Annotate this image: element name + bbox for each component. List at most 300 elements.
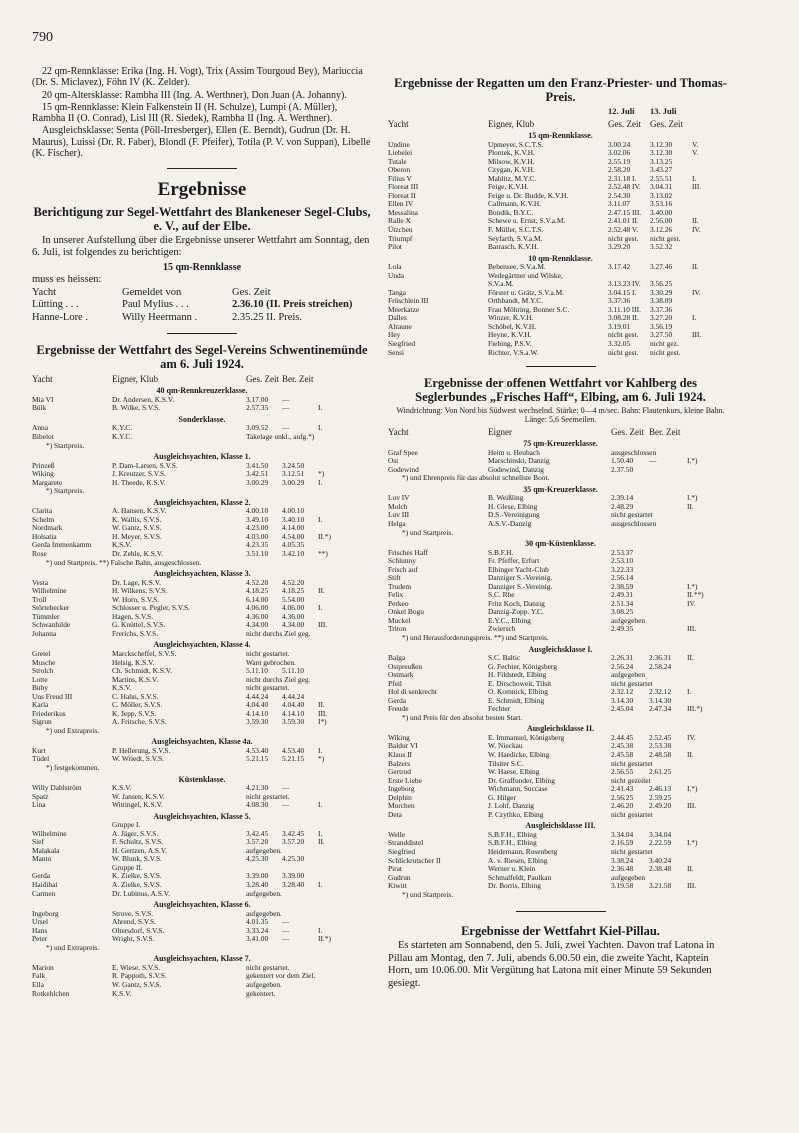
table-row <box>32 667 372 676</box>
table-cell <box>318 821 372 830</box>
table-row <box>388 340 733 349</box>
table-cell: 2.52.45 <box>649 732 672 742</box>
class-title: Ausgleichsyachten, Klasse 2. <box>153 497 251 507</box>
table-cell: 3.00.29 <box>282 477 305 487</box>
table-cell: Ursel <box>32 917 49 927</box>
table-cell <box>282 890 318 899</box>
table-cell: 4.04.40 <box>282 700 305 710</box>
class-title: 30 qm-Küstenklasse. <box>525 539 596 549</box>
table-cell: nicht gestartet. <box>246 683 290 693</box>
table-cell: Marckscheffel, S.V.S. <box>112 648 177 658</box>
table-row <box>388 449 733 458</box>
table-cell: 2.53.37 <box>611 547 634 557</box>
table-cell: Bondik, B.Y.C. <box>488 207 534 217</box>
table-cell: Siegfried <box>388 847 416 856</box>
table-row <box>388 671 733 680</box>
header-cell: Yacht <box>388 427 409 438</box>
table-cell: E. Schmidt, Elbing <box>488 695 545 705</box>
table-cell: Fr. Pfeffer, Erfurt <box>488 556 540 566</box>
table-cell: 2.61.25 <box>649 767 672 777</box>
table-cell: 2.47.34 <box>649 704 672 714</box>
table-cell: Elbinger Yacht-Club <box>488 564 549 574</box>
table-cell: Orthbandt, M.Y.C. <box>488 296 544 306</box>
table-cell: 3.00.29 <box>246 477 269 487</box>
table-header <box>32 374 372 384</box>
table-cell <box>649 671 687 680</box>
cell: 2.35.25 II. Preis. <box>232 311 302 323</box>
class-title: 10 qm-Rennklasse. <box>528 253 593 263</box>
table-header <box>388 427 733 437</box>
table-row <box>32 981 372 990</box>
table-cell: III. <box>692 182 702 192</box>
table-cell: F. Schultz, S.V.S. <box>112 837 164 847</box>
table-cell: 2.53.10 <box>611 556 634 566</box>
table-row <box>388 608 733 617</box>
table-cell: 3.11.07 <box>608 199 630 209</box>
table-cell <box>318 855 372 864</box>
table-cell: Balzers <box>388 758 411 768</box>
table-row <box>388 831 733 840</box>
footnote: *) und Startpreis. **) Falsche Bahn, ausgeschlossen. <box>46 557 202 567</box>
table-cell: 2.32.12 <box>649 687 672 697</box>
table-cell: Schöbel, K.V.H. <box>488 321 537 331</box>
col-gemeldet: Gemeldet von <box>122 286 182 298</box>
table-cell: Pirat <box>388 864 402 874</box>
table-cell: 4.18.25 <box>246 586 269 596</box>
table-cell: Nordmark <box>32 523 63 533</box>
table-cell: 1.50.40 <box>611 456 634 466</box>
table-cell <box>318 793 372 802</box>
table-cell: 3.13.25 <box>650 156 673 166</box>
table-cell: Wiking <box>32 469 54 479</box>
table-cell: Erste Liebe <box>388 775 422 785</box>
footnote: *) und Preis für den absolut besten Start. <box>402 712 523 722</box>
table-cell: 3.28.40 <box>246 880 269 890</box>
table-cell: Ellen IV <box>388 199 414 209</box>
cell: Lütting . . . <box>32 299 79 311</box>
table-cell <box>692 235 733 244</box>
table-cell <box>649 600 687 609</box>
table-cell: 4.14.10 <box>246 708 269 718</box>
table-cell: S.B.F.H., Elbing <box>488 829 537 839</box>
table-cell: 2.32.12 <box>611 687 634 697</box>
table-cell: 3.22.33 <box>611 564 634 574</box>
table-cell: K. Wallis, S.V.S. <box>112 514 162 524</box>
table-cell: I. <box>318 745 323 755</box>
table-cell <box>649 608 687 617</box>
table-cell: 2.44.45 <box>611 732 634 742</box>
table-cell: J. Kreutzer, S.V.S. <box>112 469 166 479</box>
table-cell: Bibelot <box>32 432 54 442</box>
class-title: Sonderklasse. <box>178 414 226 424</box>
table-cell: S.C. Baltic <box>488 653 521 663</box>
table-cell: Kiwitt <box>388 881 407 891</box>
table-cell: — <box>282 394 290 404</box>
table-cell: nicht gest. <box>650 347 681 357</box>
table-cell: 4.01.35 <box>246 917 269 927</box>
table-row <box>388 331 733 340</box>
table-cell: 3.30.29 <box>650 287 673 297</box>
table-cell <box>687 760 733 769</box>
footnote: *) und Ehrenpreis für das absolut schnellste Boot. <box>402 473 550 483</box>
table-cell <box>692 340 733 349</box>
table-cell: II.**) <box>687 590 704 600</box>
table-cell: Balga <box>388 653 406 663</box>
table-cell <box>318 910 372 919</box>
table-row <box>388 874 733 883</box>
table-cell: Dr. Lubinus, A.S.V. <box>112 888 170 898</box>
table-cell: 2.41.01 II. <box>608 216 639 226</box>
table-row <box>32 864 372 873</box>
table-cell <box>318 396 372 405</box>
table-cell: Tanga <box>388 287 406 297</box>
table-cell: Gretel <box>32 648 51 658</box>
class-title: 75 qm-Kreuzerklasse. <box>523 439 598 449</box>
table-cell: 3.19.01 <box>608 321 631 331</box>
table-row <box>388 697 733 706</box>
table-cell: 3.40.24 <box>649 855 672 865</box>
table-cell: Mahlitz, M.Y.C. <box>488 173 537 183</box>
table-cell: II. <box>692 262 699 272</box>
table-cell: Dalles <box>388 313 407 323</box>
table-cell: 2.57.35 <box>246 403 269 413</box>
table-cell <box>318 964 372 973</box>
divider <box>526 366 596 367</box>
table-cell: 3.19.58 <box>611 881 634 891</box>
table-cell: 2.36.48 <box>611 864 634 874</box>
table-cell: Gruppe I. <box>112 820 141 830</box>
table-cell: nicht gest. <box>608 330 639 340</box>
table-cell: 3.04.31 <box>650 182 673 192</box>
table-cell: Delphin <box>388 792 412 802</box>
table-cell <box>649 566 687 575</box>
table-cell: Peter <box>32 934 48 944</box>
table-cell: nicht gest. <box>608 233 639 243</box>
table-row <box>388 574 733 583</box>
table-cell: Störtebecker <box>32 603 70 613</box>
table-row <box>388 511 733 520</box>
class-title: Ausgleichsyachten, Klasse 4a. <box>151 737 253 747</box>
table-cell: P. Czythko, Elbing <box>488 809 544 819</box>
class-title: Ausgleichsklasse I. <box>528 644 593 654</box>
table-cell: 4.14.00 <box>282 523 305 533</box>
header-cell <box>687 427 733 437</box>
table-cell <box>692 166 733 175</box>
table-cell: nicht gestartet <box>611 510 653 520</box>
table-cell: Oltersdorf, S.V.S. <box>112 925 165 935</box>
table-row <box>388 794 733 803</box>
table-cell: 4.14.10 <box>282 708 305 718</box>
table-cell: nicht gestartet <box>611 809 653 819</box>
table-cell: 2.48.58 <box>649 750 672 760</box>
table-cell: H. Wilkens, S.V.S. <box>112 586 168 596</box>
header-cell: Ges. Zeit <box>650 119 683 129</box>
table-cell: I. <box>318 403 323 413</box>
table-cell: A. Hansen, K.S.V. <box>112 506 167 516</box>
table-cell: Tilsiter S.C. <box>488 758 524 768</box>
table-row <box>388 323 733 332</box>
table-cell: 2.26.31 <box>611 653 634 663</box>
footnote: *) und Startpreis. <box>402 889 454 899</box>
table-cell: Danziger S.-Vereinig. <box>488 573 553 583</box>
table-cell: 2.54.30 <box>608 190 631 200</box>
table-cell: aufgegeben <box>611 872 646 882</box>
table-cell: Wichmann, Succase <box>488 784 548 794</box>
table-cell <box>318 872 372 881</box>
table-cell: gekentert. <box>246 988 276 998</box>
table-row <box>388 192 733 201</box>
table-cell: W. Nieckau <box>488 741 523 751</box>
table-cell: Troll <box>32 594 47 604</box>
table-cell: 3.43.27 <box>650 165 673 175</box>
table-row <box>388 272 733 281</box>
table-cell: Floreat II <box>388 190 416 200</box>
table-cell: 4.25.30 <box>282 854 305 864</box>
table-cell: II. <box>687 864 694 874</box>
table-cell: Förster u. Grätz, S.V.a.M. <box>488 287 565 297</box>
table-cell: nicht gestartet <box>611 678 653 688</box>
table-cell: 3.27.46 <box>650 262 673 272</box>
table-cell <box>649 583 687 592</box>
table-cell: Wittingel, K.S.V. <box>112 800 163 810</box>
table-cell: 5.11.10 <box>282 666 304 676</box>
table-cell: Perkeo <box>388 598 409 608</box>
table-cell: A.S.V.-Danzig <box>488 518 532 528</box>
date-13: 13. Juli <box>650 106 677 116</box>
table-row <box>32 855 372 864</box>
table-cell <box>318 918 372 927</box>
table-cell: Takelage unkl., aufg.*) <box>246 432 315 442</box>
col-zeit: Ges. Zeit <box>232 286 271 298</box>
table-cell: H. Meyer, S.V.S. <box>112 531 162 541</box>
footnote: *) und Extrapreis. <box>46 725 100 735</box>
table-cell: 3.52.32 <box>650 242 673 252</box>
table-cell: Baldur VI <box>388 741 418 751</box>
table-cell: O. Komnick, Elbing <box>488 687 548 697</box>
wind-info: Windrichtung: Von Nord bis Südwest wechselnd. Stärke: 0—4 m/sec. Bahn: Flautenkurs, kleine Bahn. Länge: 5,6 Seemeilen. <box>396 406 725 425</box>
intro-paragraph: 20 qm-Altersklasse: Rambha III (Ing. A. Werthner), Don Juan (A. Johanny). <box>42 89 347 101</box>
table-cell: Frerichs, S.V.S. <box>112 628 159 638</box>
table-cell: 4.04.40 <box>246 700 269 710</box>
table-cell: 5.54.00 <box>282 594 305 604</box>
table-cell: G. Fechter, Königsberg <box>488 661 557 671</box>
table-row <box>32 516 372 525</box>
divider <box>167 168 237 169</box>
table-cell <box>318 784 372 793</box>
table-header <box>388 119 733 129</box>
table-cell: Fritz Koch, Danzig <box>488 598 545 608</box>
table-cell: 3.17.42 <box>608 262 631 272</box>
table-cell: G. Knüttel, S.V.S. <box>112 620 166 630</box>
table-row <box>388 235 733 244</box>
table-cell: 3.56.25 <box>650 279 673 289</box>
table-cell: Kurt <box>32 745 46 755</box>
header-cell: Eigner, Klub <box>112 374 159 385</box>
table-cell: Musche <box>32 657 56 667</box>
corr-row <box>32 312 372 325</box>
corr-header <box>32 287 372 300</box>
table-cell: — <box>282 917 290 927</box>
table-cell: nicht durchs Ziel geg. <box>246 674 311 684</box>
table-cell <box>318 596 372 605</box>
table-row <box>388 243 733 252</box>
table-cell: P. Dam-Larsen, S.V.S. <box>112 460 178 470</box>
table-cell: nicht durchs Ziel geg. <box>246 628 311 638</box>
table-cell: Lola <box>388 262 402 272</box>
table-cell: 2.51.34 <box>611 598 634 608</box>
table-cell: III. <box>318 620 328 630</box>
right-mid-title: Ergebnisse der offenen Wettfahrt vor Kahlberg des Seglerbundes „Frisches Haff“, Elbing, am 6. Juli 1924. <box>415 376 706 405</box>
table-cell: Gerda <box>388 695 407 705</box>
table-cell: 2.38.59 <box>611 581 634 591</box>
cell: Paul Mylius . . . <box>122 299 189 311</box>
table-row <box>388 751 733 760</box>
table-cell: V. <box>692 148 699 158</box>
table-cell: 4.05.35 <box>282 540 305 550</box>
table-row <box>388 857 733 866</box>
table-cell: Bülk <box>32 403 47 413</box>
table-cell: 3.42.45 <box>246 828 269 838</box>
table-cell: II. <box>687 653 694 663</box>
table-cell: Spatz <box>32 791 49 801</box>
table-row <box>32 587 372 596</box>
table-cell: IV. <box>692 287 701 297</box>
table-cell <box>687 566 733 575</box>
table-cell: Ostpreußen <box>388 661 423 671</box>
table-cell: Rose <box>32 549 47 559</box>
table-cell: Heidemann, Rosenberg <box>488 847 558 856</box>
table-cell: nicht gest. <box>650 233 681 243</box>
table-cell: Willy Dahlström <box>32 783 82 793</box>
table-cell: — <box>282 403 290 413</box>
table-row <box>32 801 372 810</box>
table-cell: Wright, S.V.S. <box>112 934 155 944</box>
table-cell: Schwanhilde <box>32 620 71 630</box>
table-row <box>388 663 733 672</box>
table-cell: K. Jepp, S.V.S. <box>112 708 157 718</box>
table-cell: II. <box>687 501 694 511</box>
table-cell: Dr. Graffunder, Elbing <box>488 775 555 785</box>
table-cell: S.B.F.H. <box>488 547 514 557</box>
table-cell: Wilhelmine <box>32 828 67 838</box>
table-cell: Gruppe II. <box>112 862 143 872</box>
table-cell: Pfeil <box>388 678 402 688</box>
table-cell: I.*) <box>687 581 698 591</box>
table-cell <box>318 579 372 588</box>
table-cell <box>692 297 733 306</box>
table-cell: Luv IV <box>388 493 410 503</box>
table-cell: 3.27.20 <box>650 313 673 323</box>
table-cell: I. <box>318 800 323 810</box>
table-cell: Helsig, K.S.V. <box>112 657 155 667</box>
table-cell: Margarete <box>32 477 63 487</box>
table-cell: Alraune <box>388 321 412 331</box>
table-cell: J. Lohf, Danzig <box>488 801 534 811</box>
class-title: Ausgleichsyachten, Klasse 7. <box>153 954 251 964</box>
table-cell: 2.52.48 IV. <box>608 182 641 192</box>
table-cell <box>649 549 687 558</box>
table-cell: Schewe u. Ernst, S.V.a.M. <box>488 216 566 226</box>
table-cell: nicht gez. <box>650 339 679 349</box>
class-title: Ausgleichsyachten, Klasse 4. <box>153 640 251 650</box>
header-cell: Yacht <box>388 119 409 129</box>
table-cell: 4.36.00 <box>246 611 269 621</box>
table-cell <box>649 617 687 626</box>
table-cell: Graf Spee <box>388 447 418 457</box>
table-cell: 2.49.31 <box>611 590 634 600</box>
table-row <box>388 600 733 609</box>
table-cell: Fiebing, P.S.V. <box>488 339 532 349</box>
table-cell <box>318 847 372 856</box>
table-cell: 3.11.10 III. <box>608 304 641 314</box>
table-cell: Milsow, K.V.H. <box>488 156 535 166</box>
table-cell: Ch. Schmidt, K.S.V. <box>112 666 173 676</box>
table-cell: 2.58.24 <box>649 661 672 671</box>
table-cell: Hol di senkrecht <box>388 687 437 697</box>
table-cell <box>318 890 372 899</box>
table-cell: Prinzeß <box>32 460 55 470</box>
table-cell: Dr. Zehle, K.S.V. <box>112 549 163 559</box>
table-row <box>388 226 733 235</box>
kahlberg-results <box>388 427 733 899</box>
table-cell: 2.46.13 <box>649 784 672 794</box>
table-cell: Heyne, K.V.H. <box>488 330 532 340</box>
table-cell: Struve, S.V.S. <box>112 908 154 918</box>
table-row <box>388 289 733 298</box>
table-cell: nicht gest. <box>608 347 639 357</box>
table-cell <box>318 864 372 873</box>
table-cell: K.Y.C. <box>112 432 133 442</box>
table-cell: Stranddistel <box>388 838 424 848</box>
table-cell <box>687 671 733 680</box>
table-cell: B. Wilke, S.V.S. <box>112 403 161 413</box>
table-cell: 4.00.10 <box>282 506 305 516</box>
table-cell: 4.23.35 <box>246 540 269 550</box>
table-cell: Schmalfeldt, Paulkan <box>488 872 552 882</box>
table-cell: Sensi <box>388 347 405 357</box>
right-top-title: Ergebnisse der Regatten um den Franz-Priester- und Thomas-Preis. <box>394 76 727 104</box>
table-cell: A. Fritsche, S.V.S. <box>112 717 167 727</box>
table-cell: 3.17.00 <box>246 394 269 404</box>
table-cell: F. Müller, S.C.T.S. <box>488 224 544 234</box>
table-cell: Marschinski, Danzig <box>488 456 550 466</box>
table-row <box>388 158 733 167</box>
table-cell <box>318 650 372 659</box>
table-cell <box>687 520 733 529</box>
table-cell <box>318 990 372 999</box>
table-cell: 3.59.30 <box>282 717 305 727</box>
table-cell <box>318 433 372 442</box>
table-cell: 2.56.24 <box>611 661 634 671</box>
table-cell: Oberon <box>388 165 411 175</box>
table-row <box>32 621 372 630</box>
table-cell: Gerda <box>32 871 51 881</box>
table-row <box>32 890 372 899</box>
table-cell: Wedegärtner und Wilske, <box>488 270 563 280</box>
table-cell: Godewind <box>388 464 419 474</box>
footnote: *) Startpreis. <box>46 440 85 450</box>
table-cell: Ingeborg <box>388 784 415 794</box>
table-cell: S.V.a.M. <box>488 279 514 289</box>
table-cell: aufgegeben. <box>246 888 282 898</box>
berichtigung-class: 15 qm-Rennklasse <box>162 262 242 274</box>
table-cell: W. Horn, S.V.S. <box>112 594 160 604</box>
footnote: *) und Extrapreis. <box>46 942 100 952</box>
table-cell <box>649 574 687 583</box>
table-cell: 4.34.00 <box>246 620 269 630</box>
class-title: Küstenklasse. <box>178 774 226 784</box>
table-row <box>32 910 372 919</box>
